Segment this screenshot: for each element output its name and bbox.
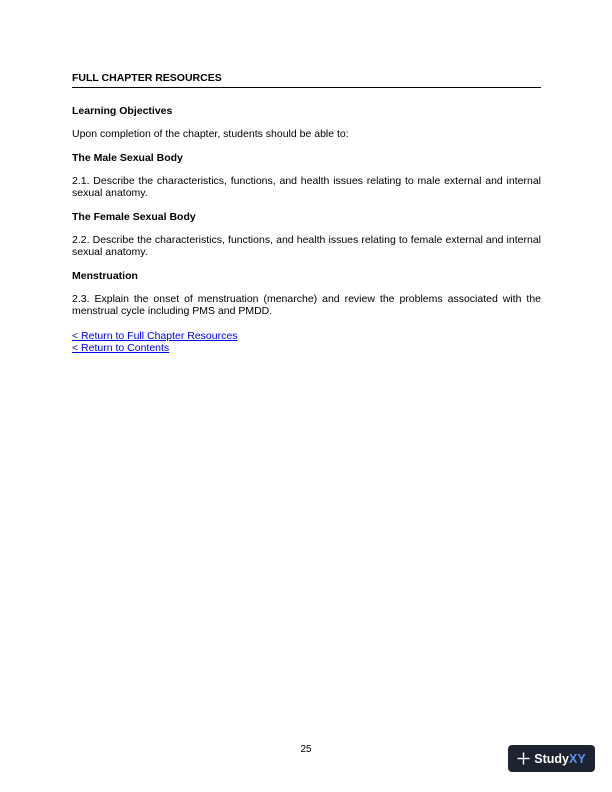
menstruation-objective: 2.3. Explain the onset of menstruation (menarche) and review the problems associated with the menstrual cycle including PMS and PMDD. — [72, 292, 541, 317]
navigation-links — [72, 330, 541, 355]
female-body-heading: The Female Sexual Body — [72, 210, 196, 223]
page-content — [72, 72, 541, 355]
male-body-objective: 2.1. Describe the characteristics, functions, and health issues relating to male external and internal sexual anatomy. — [72, 174, 541, 199]
return-to-contents-link[interactable]: < Return to Contents — [72, 342, 170, 354]
studyxy-badge[interactable] — [508, 745, 595, 772]
chapter-title: FULL CHAPTER RESOURCES — [72, 72, 541, 88]
return-to-chapter-resources-link[interactable]: < Return to Full Chapter Resources — [72, 329, 238, 342]
brand-name-study: Study — [534, 751, 570, 766]
female-body-objective: 2.2. Describe the characteristics, functions, and health issues relating to female external and internal sexual anatomy. — [72, 233, 541, 258]
plus-icon — [517, 752, 530, 765]
page-number: 25 — [300, 744, 312, 755]
learning-objectives-text: Upon completion of the chapter, students should be able to: — [72, 128, 349, 140]
brand-name-xy: XY — [569, 751, 586, 766]
male-body-heading: The Male Sexual Body — [72, 151, 183, 164]
menstruation-heading: Menstruation — [72, 269, 138, 282]
learning-objectives-heading: Learning Objectives — [72, 105, 173, 117]
